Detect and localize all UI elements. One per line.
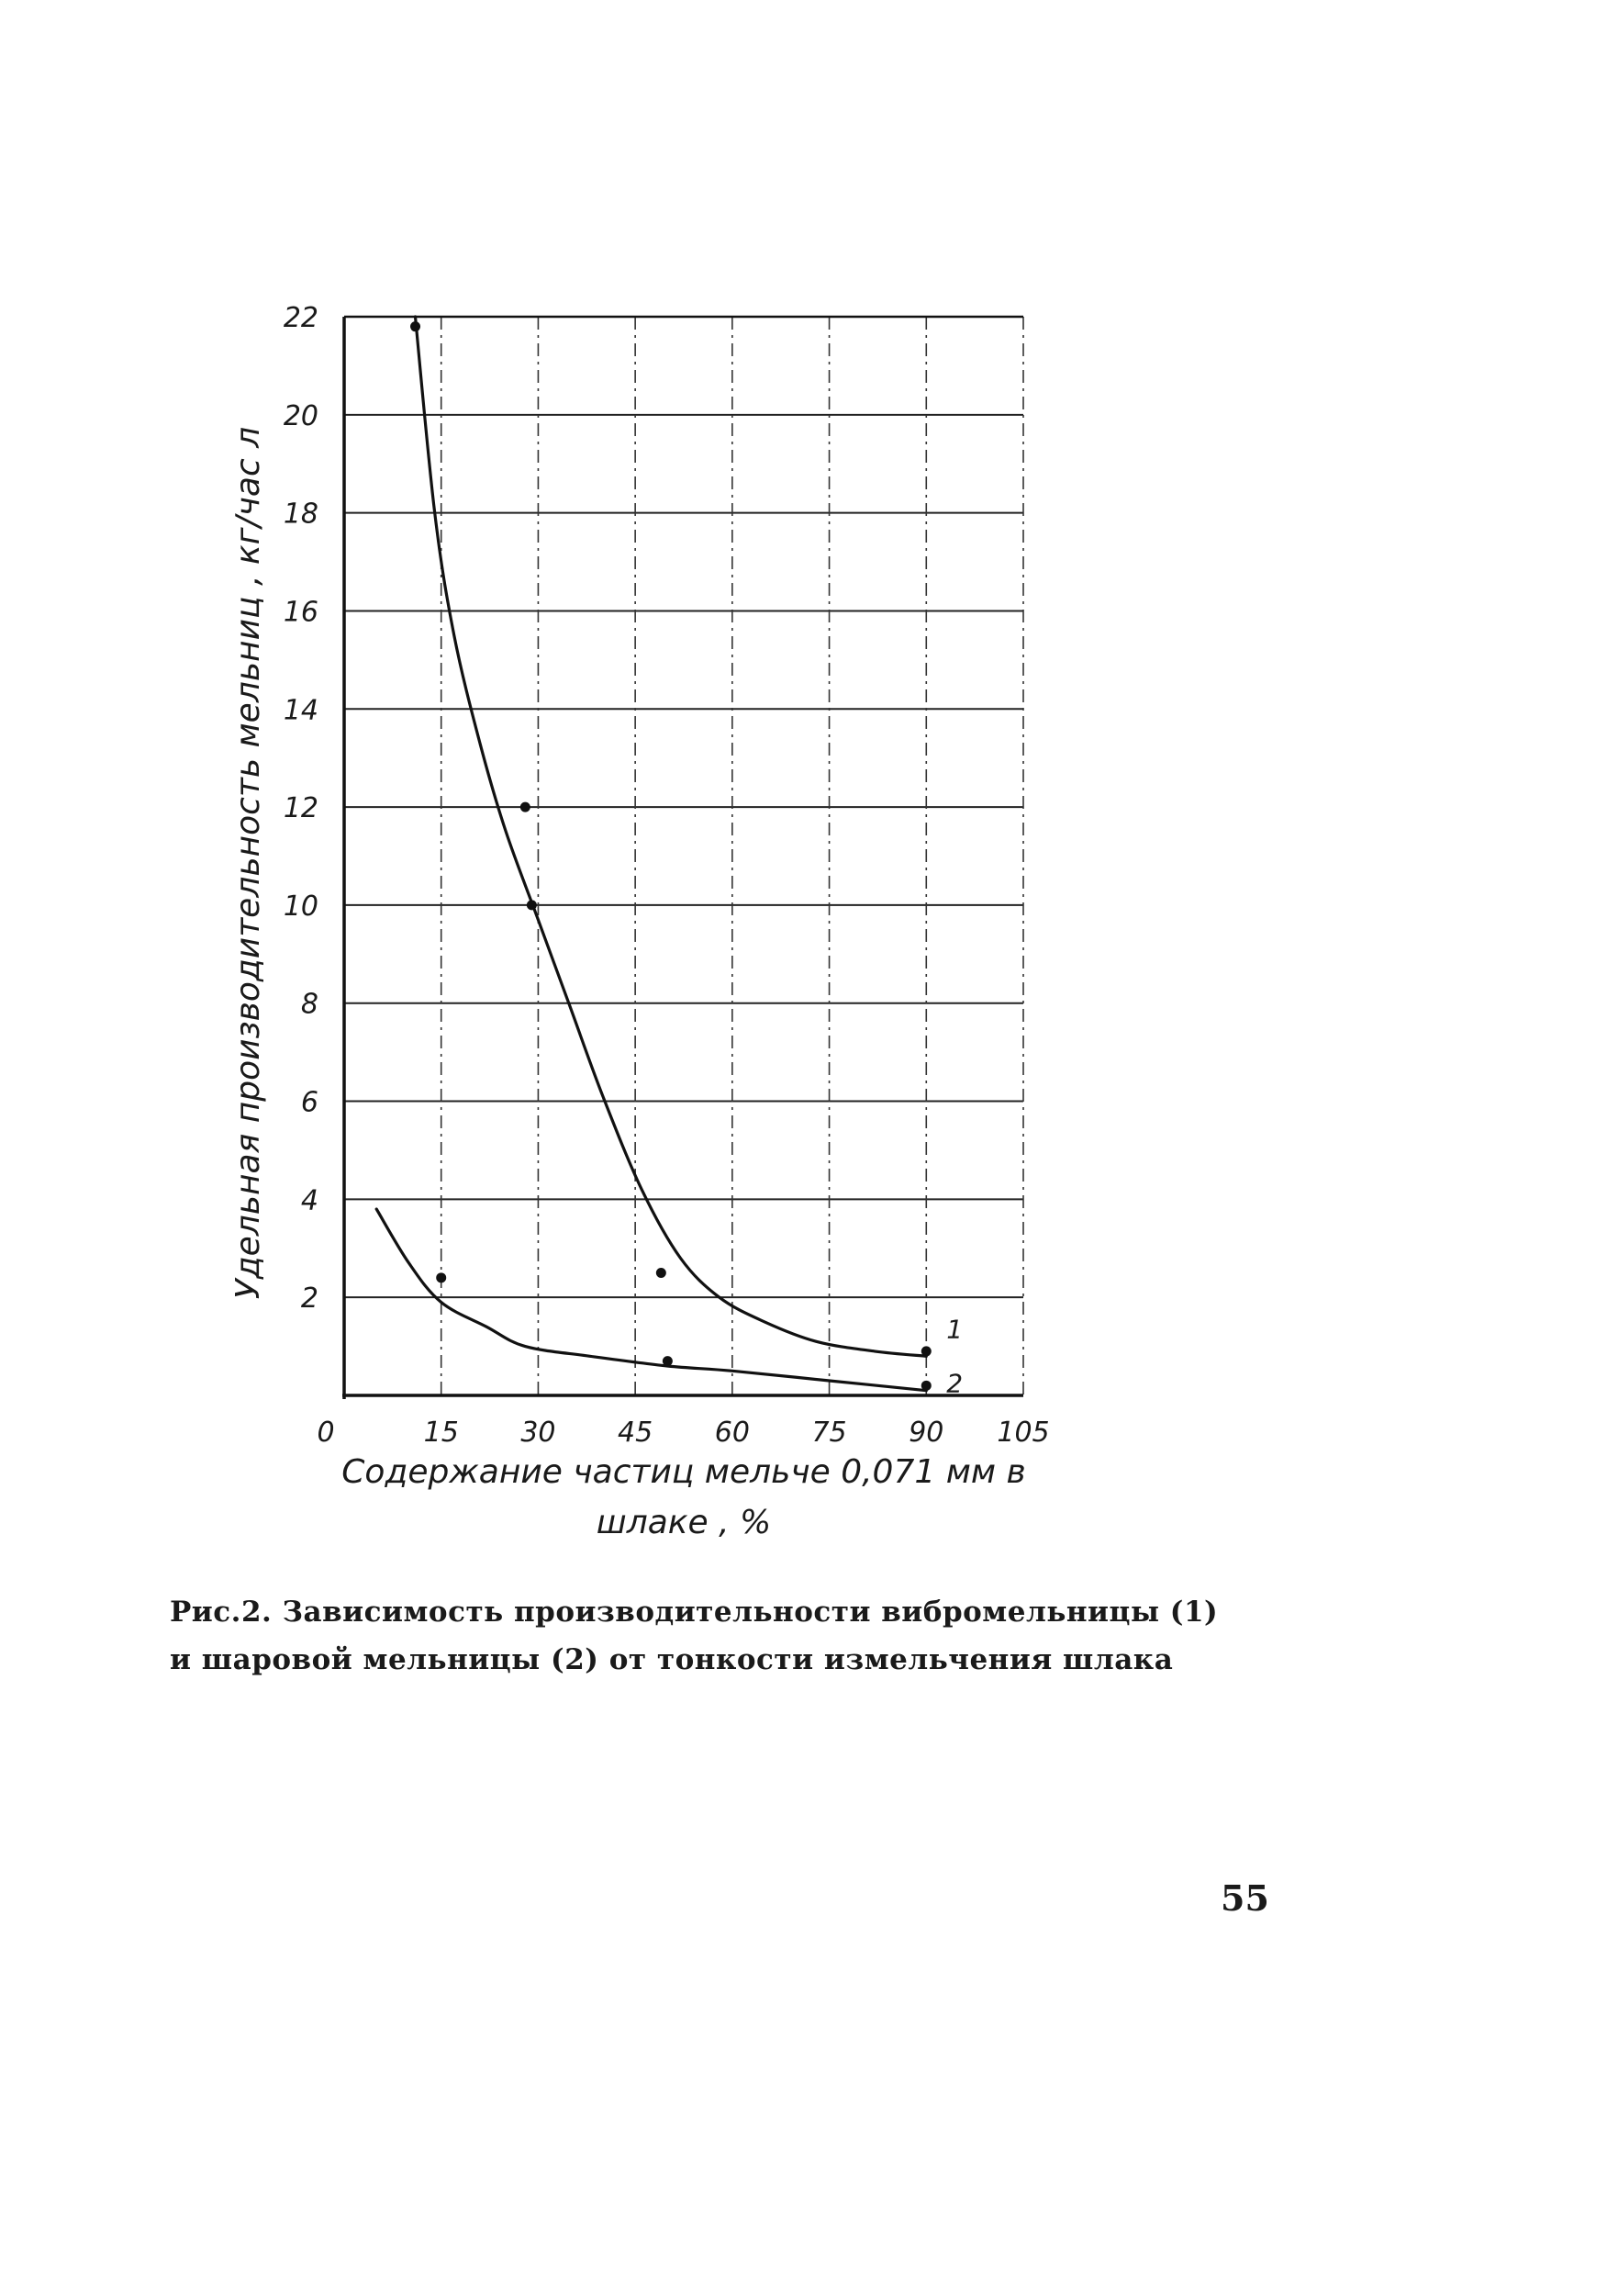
y-tick-label-0: 2 (300, 1282, 318, 1316)
page-number: 55 (1221, 1877, 1269, 1919)
y-tick-label-3: 8 (300, 988, 318, 1021)
y-tick-label-8: 18 (283, 498, 318, 531)
y-axis-title: Удельная производительность мельниц , кг/час л (229, 426, 267, 1300)
series-1-line (416, 317, 927, 1356)
x-axis-title-line2: шлаке , % (596, 1504, 772, 1541)
series-1-point-4 (921, 1346, 932, 1356)
series-1-point-3 (656, 1268, 666, 1278)
x-tick-label-1: 15 (423, 1417, 459, 1449)
y-tick-label-1: 4 (300, 1184, 318, 1217)
series-1-label: 1 (946, 1314, 964, 1345)
x-tick-label-5: 75 (811, 1417, 847, 1449)
series-1-point-2 (527, 900, 537, 910)
y-tick-label-5: 12 (283, 792, 318, 825)
series-2-point-2 (921, 1381, 932, 1391)
y-tick-labels (284, 302, 318, 1315)
y-tick-label-6: 14 (283, 694, 318, 727)
series-1-point-1 (520, 802, 530, 812)
x-tick-label-4: 60 (714, 1417, 750, 1449)
series-1-point-0 (410, 321, 420, 331)
y-tick-label-7: 16 (283, 596, 318, 629)
x-tick-label-7: 105 (997, 1417, 1050, 1449)
y-tick-label-10: 22 (283, 302, 318, 334)
y-tick-label-4: 10 (283, 890, 318, 923)
chart-axes (342, 317, 1023, 1399)
figure-caption-line1: Рис.2. Зависимость производительности вибромельницы (1) (170, 1596, 1219, 1629)
series-2-point-1 (663, 1356, 673, 1366)
series-2-line (376, 1209, 926, 1391)
y-tick-label-2: 6 (300, 1086, 318, 1119)
chart-curves (376, 317, 926, 1391)
x-tick-label-3: 45 (618, 1417, 653, 1449)
figure-caption-line2: и шаровой мельницы (2) от тонкости измельчения шлака (170, 1643, 1174, 1676)
x-tick-label-2: 30 (520, 1417, 556, 1449)
curve-labels (946, 1314, 963, 1398)
series-2-label: 2 (946, 1368, 964, 1399)
x-axis-title-line1: Содержание частиц мельче 0,071 мм в (341, 1453, 1026, 1491)
x-tick-label-6: 90 (909, 1417, 944, 1449)
chart-points (410, 321, 932, 1391)
y-tick-label-9: 20 (283, 399, 318, 432)
x-tick-label-0: 0 (317, 1417, 335, 1449)
series-2-point-0 (436, 1272, 446, 1282)
chart-grid (344, 317, 1023, 1395)
x-tick-labels (317, 1417, 1049, 1449)
